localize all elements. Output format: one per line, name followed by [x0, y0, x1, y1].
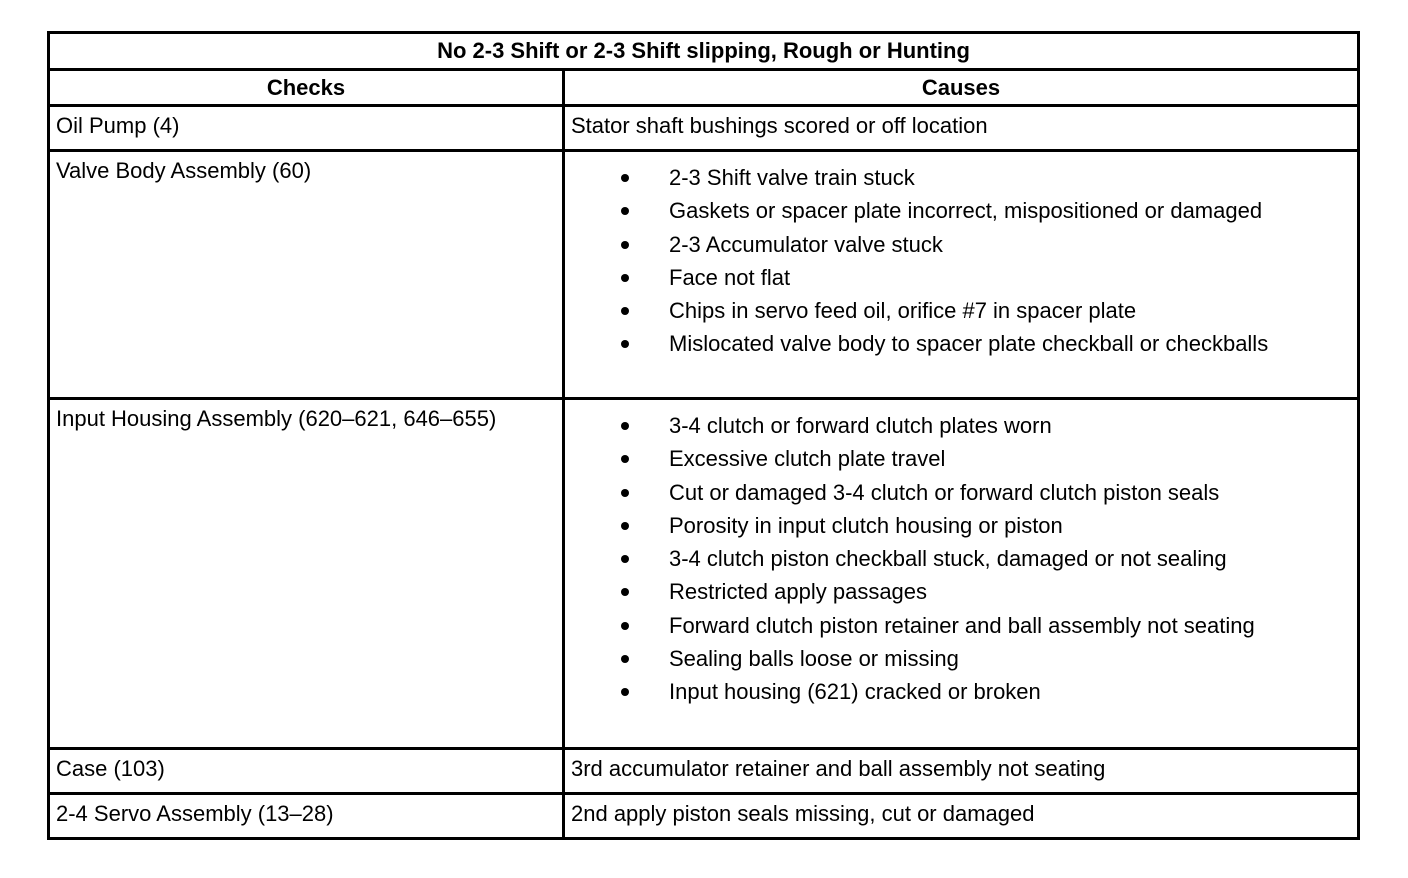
list-item	[565, 675, 1357, 708]
list-item	[565, 609, 1357, 642]
bullet-icon	[621, 489, 629, 497]
cause-text: Face not flat	[669, 264, 791, 290]
cause-cell: Stator shaft bushings scored or off location	[564, 106, 1359, 151]
bullet-icon	[621, 588, 629, 596]
cause-text: Forward clutch piston retainer and ball assembly not seating	[669, 612, 1255, 638]
table-row-servo	[49, 794, 1359, 839]
list-item	[565, 642, 1357, 675]
bullet-icon	[621, 655, 629, 663]
check-cell: Valve Body Assembly (60)	[49, 151, 564, 399]
header-row	[49, 70, 1359, 106]
cause-text: 3-4 clutch piston checkball stuck, damaged or not sealing	[669, 546, 1227, 572]
column-header-checks: Checks	[49, 70, 564, 106]
list-item	[565, 409, 1357, 442]
list-item	[565, 476, 1357, 509]
cause-cell: 2nd apply piston seals missing, cut or damaged	[564, 794, 1359, 839]
list-item	[565, 261, 1357, 294]
list-item	[565, 509, 1357, 542]
cause-text: Sealing balls loose or missing	[669, 646, 959, 672]
bullet-icon	[621, 422, 629, 430]
cause-text: Chips in servo feed oil, orifice #7 in spacer plate	[669, 298, 1137, 324]
bullet-icon	[621, 555, 629, 563]
cause-text: Restricted apply passages	[669, 579, 928, 605]
cause-list-cell	[564, 399, 1359, 749]
bullet-icon	[621, 455, 629, 463]
table-row-valve-body	[49, 151, 1359, 399]
bullet-icon	[621, 522, 629, 530]
cause-text: Porosity in input clutch housing or piston	[669, 512, 1063, 538]
check-cell: Input Housing Assembly (620–621, 646–655)	[49, 399, 564, 749]
bullet-icon	[621, 274, 629, 282]
cause-text: Gaskets or spacer plate incorrect, mispositioned or damaged	[669, 198, 1263, 224]
list-item	[565, 575, 1357, 608]
cause-list	[565, 152, 1357, 361]
list-item	[565, 442, 1357, 475]
diagnostic-table	[47, 31, 1360, 840]
check-cell: Case (103)	[49, 749, 564, 794]
cause-list-cell	[564, 151, 1359, 399]
cause-list	[565, 400, 1357, 709]
table-row-case	[49, 749, 1359, 794]
bullet-icon	[621, 307, 629, 315]
title-row	[49, 33, 1359, 70]
list-item	[565, 327, 1357, 360]
cause-text: Excessive clutch plate travel	[669, 446, 946, 472]
cause-text: Cut or damaged 3-4 clutch or forward clutch piston seals	[669, 479, 1220, 505]
cause-text: 2-3 Shift valve train stuck	[669, 165, 915, 190]
bullet-icon	[621, 340, 629, 348]
bullet-icon	[621, 174, 629, 182]
cause-text: Input housing (621) cracked or broken	[669, 679, 1041, 705]
column-header-causes: Causes	[564, 70, 1359, 106]
cause-cell: 3rd accumulator retainer and ball assembly not seating	[564, 749, 1359, 794]
list-item	[565, 542, 1357, 575]
list-item	[565, 228, 1357, 261]
bullet-icon	[621, 688, 629, 696]
cause-text: 3-4 clutch or forward clutch plates worn	[669, 413, 1052, 438]
table-row-oil-pump	[49, 106, 1359, 151]
bullet-icon	[621, 622, 629, 630]
cause-text: Mislocated valve body to spacer plate checkball or checkballs	[669, 331, 1269, 357]
list-item	[565, 294, 1357, 327]
table-row-input-housing	[49, 399, 1359, 749]
bullet-icon	[621, 207, 629, 215]
check-cell: Oil Pump (4)	[49, 106, 564, 151]
bullet-icon	[621, 241, 629, 249]
check-cell: 2-4 Servo Assembly (13–28)	[49, 794, 564, 839]
list-item	[565, 161, 1357, 194]
table-title: No 2-3 Shift or 2-3 Shift slipping, Rough or Hunting	[49, 33, 1359, 70]
cause-text: 2-3 Accumulator valve stuck	[669, 231, 943, 257]
list-item	[565, 194, 1357, 227]
